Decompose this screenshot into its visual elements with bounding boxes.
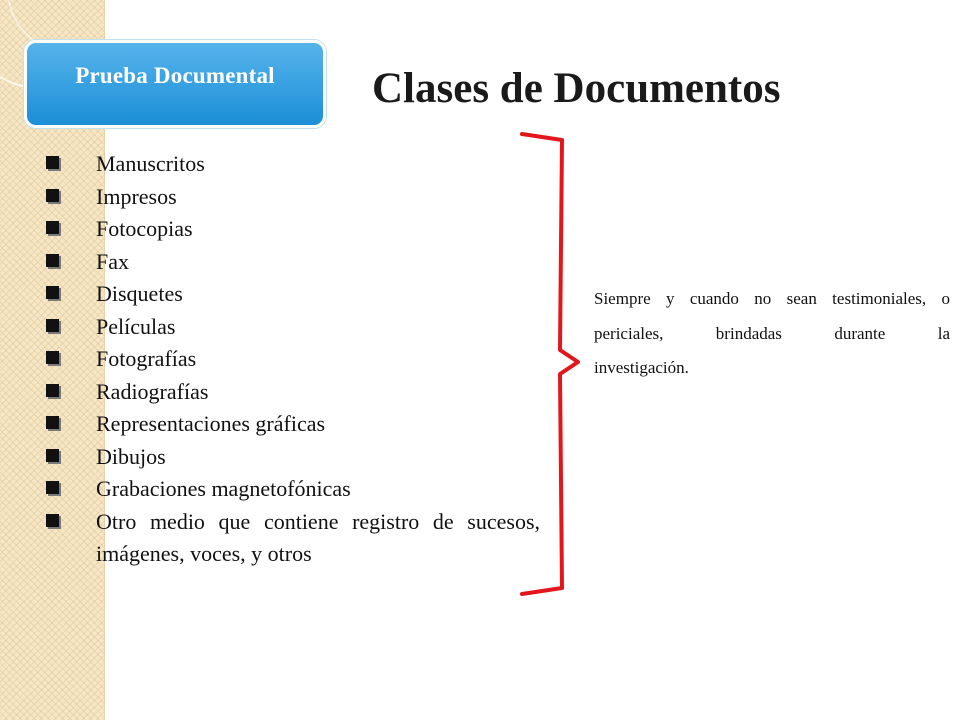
list-item <box>40 246 540 279</box>
list-item <box>40 213 540 246</box>
page-title: Clases de Documentos <box>372 65 781 112</box>
list-item-label: Otro medio que contiene registro de sucesos, imágenes, voces, y otros <box>96 508 540 566</box>
list-item <box>40 311 540 344</box>
list-item-label: Representaciones gráficas <box>96 411 326 436</box>
curly-brace-icon <box>512 128 584 604</box>
list-item <box>40 441 540 474</box>
document-types-list <box>40 148 540 571</box>
note-text: Siempre y cuando no sean testimoniales, o periciales, brindadas durante la <box>594 289 950 343</box>
list-item-label: Fotocopias <box>96 216 193 241</box>
square-bullet-icon <box>46 319 59 332</box>
square-bullet-icon <box>46 481 59 494</box>
list-item <box>40 408 540 441</box>
list-item-label: Radiografías <box>96 378 209 404</box>
list-item-label: Dibujos <box>96 443 166 469</box>
square-bullet-icon <box>46 514 59 527</box>
section-tab <box>24 40 326 128</box>
square-bullet-icon <box>46 449 59 462</box>
square-bullet-icon <box>46 384 59 397</box>
square-bullet-icon <box>46 189 59 202</box>
square-bullet-icon <box>46 286 59 299</box>
square-bullet-icon <box>46 156 59 169</box>
list-item-label: Fotografías <box>96 346 197 371</box>
list-item <box>40 181 540 214</box>
list-item <box>40 473 540 506</box>
square-bullet-icon <box>46 221 59 234</box>
list-item <box>40 343 540 376</box>
list-item-label: Manuscritos <box>96 151 205 176</box>
list-item <box>40 376 540 409</box>
list-item-label: Películas <box>96 313 176 339</box>
list-item-label: Grabaciones magnetofónicas <box>96 476 351 501</box>
square-bullet-icon <box>46 416 59 429</box>
note-text-end: investigación. <box>594 358 689 377</box>
list-item <box>40 148 540 181</box>
square-bullet-icon <box>46 351 59 364</box>
section-tab-label: Prueba Documental <box>75 63 275 88</box>
note-paragraph <box>594 282 950 386</box>
list-item-label: Impresos <box>96 183 177 209</box>
list-item <box>40 278 540 311</box>
square-bullet-icon <box>46 254 59 267</box>
list-item-label: Disquetes <box>96 281 183 306</box>
list-item <box>40 506 540 571</box>
list-item-label: Fax <box>96 248 129 274</box>
